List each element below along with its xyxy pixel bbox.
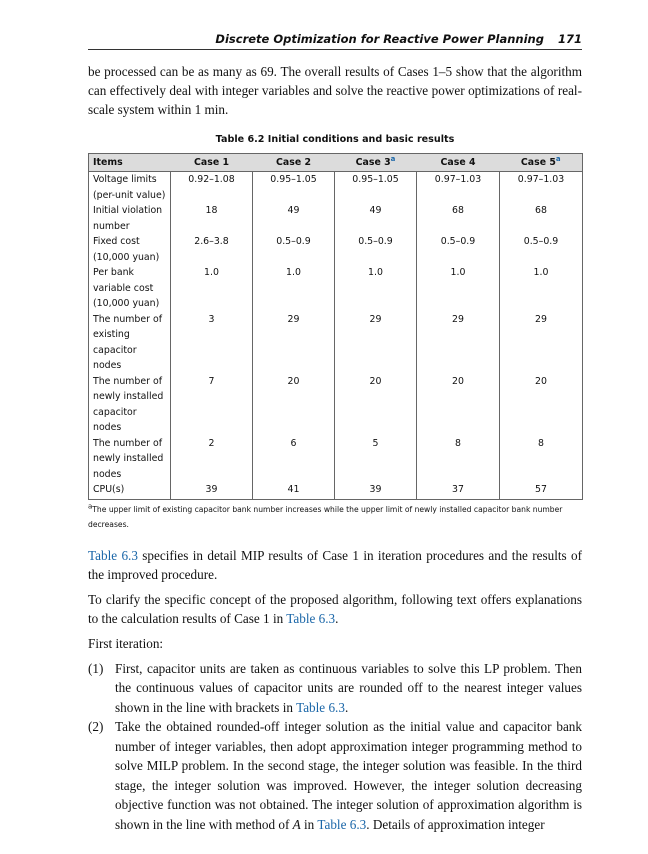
cell-case-4: 20 bbox=[417, 374, 500, 436]
cell-case-3: 20 bbox=[335, 374, 417, 436]
cell-case-2: 1.0 bbox=[253, 265, 335, 312]
col-case-2: Case 2 bbox=[253, 154, 335, 172]
cell-case-1: 3 bbox=[171, 312, 253, 374]
page-number: 171 bbox=[557, 32, 582, 46]
cell-case-1: 18 bbox=[171, 203, 253, 234]
cell-case-2: 20 bbox=[253, 374, 335, 436]
table-row bbox=[89, 312, 583, 374]
cell-case-1: 2 bbox=[171, 436, 253, 483]
row-label: Per bank variable cost (10,000 yuan) bbox=[93, 267, 160, 309]
table-header-row bbox=[89, 154, 583, 172]
cell-case-4: 1.0 bbox=[417, 265, 500, 312]
cell-case-2: 0.95–1.05 bbox=[253, 172, 335, 204]
table-row bbox=[89, 203, 583, 234]
row-label: The number of newly installed nodes bbox=[93, 437, 164, 480]
col-case-5: Case 5$^a$ bbox=[500, 154, 583, 172]
table-caption: Table 6.2 Initial conditions and basic results bbox=[215, 134, 455, 145]
cell-case-3: 0.95–1.05 bbox=[335, 172, 417, 204]
cell-case-4: 8 bbox=[417, 436, 500, 483]
cell-case-1: 0.92–1.08 bbox=[171, 172, 253, 204]
cell-case-5: 29 bbox=[500, 312, 583, 374]
cell-case-2: 49 bbox=[253, 203, 335, 234]
cell-case-3: 1.0 bbox=[335, 265, 417, 312]
col-case-4: Case 4 bbox=[417, 154, 500, 172]
running-header bbox=[88, 32, 582, 50]
cell-case-5: 0.5–0.9 bbox=[500, 234, 583, 265]
row-label: The number of newly installed capacitor nodes bbox=[93, 375, 164, 433]
list-item: (2) Take the obtained rounded-off integer solution as the initial value and capacitor bank number of integer variables, then adopt approximation integer programming method to solve MILP problem. In the second stage, the integer solution was feasible. In the third stage, the integer solution was improved. However, the integer solution decreasing objective function was not obtained. The integer solution of approximation algorithm is shown in the line with method of A in Table 6.3. Details of approximation integer bbox=[88, 719, 582, 832]
cell-case-2: 29 bbox=[253, 312, 335, 374]
cell-case-4: 37 bbox=[417, 482, 500, 499]
cell-case-1: 2.6–3.8 bbox=[171, 234, 253, 265]
cell-case-5: 20 bbox=[500, 374, 583, 436]
cell-case-4: 0.5–0.9 bbox=[417, 234, 500, 265]
table-6-3-link[interactable]: Table 6.3 bbox=[88, 547, 138, 563]
table-footnote: $^a$The upper limit of existing capacitor bank number increases while the upper limit of newly installed capacitor bank number decreases. bbox=[88, 501, 563, 529]
cell-case-5: 68 bbox=[500, 203, 583, 234]
cell-case-1: 1.0 bbox=[171, 265, 253, 312]
cell-case-5: 8 bbox=[500, 436, 583, 483]
cell-case-2: 6 bbox=[253, 436, 335, 483]
table-6-3-link[interactable]: Table 6.3 bbox=[317, 816, 367, 832]
row-label: CPU(s) bbox=[93, 484, 125, 495]
table-row bbox=[89, 234, 583, 265]
cell-case-4: 29 bbox=[417, 312, 500, 374]
iteration-list bbox=[88, 659, 582, 835]
cell-case-5: 0.97–1.03 bbox=[500, 172, 583, 204]
cell-case-3: 0.5–0.9 bbox=[335, 234, 417, 265]
cell-case-4: 0.97–1.03 bbox=[417, 172, 500, 204]
results-table bbox=[88, 153, 583, 500]
cell-case-5: 1.0 bbox=[500, 265, 583, 312]
table-6-3-link[interactable]: Table 6.3 bbox=[296, 699, 345, 715]
cell-case-5: 57 bbox=[500, 482, 583, 499]
footnote-marker[interactable]: a bbox=[555, 154, 561, 163]
row-label: Initial violation number bbox=[93, 205, 163, 232]
row-label: Voltage limits (per-unit value) bbox=[93, 174, 166, 201]
list-item: (1) First, capacitor units are taken as continuous variables to solve this LP problem. Then the continuous values of capacitor units are rounded off to the nearest integer values shown in the line with brackets in Table 6.3. bbox=[88, 660, 582, 715]
running-title: Discrete Optimization for Reactive Power Planning bbox=[215, 32, 544, 46]
cell-case-3: 29 bbox=[335, 312, 417, 374]
cell-case-3: 5 bbox=[335, 436, 417, 483]
cell-case-1: 7 bbox=[171, 374, 253, 436]
table-row bbox=[89, 374, 583, 436]
table-row bbox=[89, 265, 583, 312]
col-case-3: Case 3$^a$ bbox=[335, 154, 417, 172]
col-case-1: Case 1 bbox=[171, 154, 253, 172]
row-label: Fixed cost (10,000 yuan) bbox=[93, 236, 160, 263]
table-row bbox=[89, 172, 583, 204]
first-iteration-heading: First iteration: bbox=[88, 635, 164, 651]
table-6-3-link[interactable]: Table 6.3 bbox=[286, 610, 336, 626]
intro-paragraph: be processed can be as many as 69. The overall results of Cases 1–5 show that the algorithm can effectively deal with integer variables and solve the reactive power optimizations of real-scale system within 1 min. bbox=[88, 64, 582, 117]
table-row bbox=[89, 436, 583, 483]
footnote-marker[interactable]: a bbox=[390, 154, 396, 163]
col-items: Items bbox=[89, 154, 171, 172]
cell-case-3: 39 bbox=[335, 482, 417, 499]
cell-case-3: 49 bbox=[335, 203, 417, 234]
cell-case-4: 68 bbox=[417, 203, 500, 234]
paragraph-table-6-3: Table 6.3 specifies in detail MIP results of Case 1 in iteration procedures and the results of the improved procedure. bbox=[88, 547, 582, 582]
cell-case-1: 39 bbox=[171, 482, 253, 499]
row-label: The number of existing capacitor nodes bbox=[93, 313, 163, 371]
table-row bbox=[89, 482, 583, 499]
paragraph-clarify: To clarify the specific concept of the proposed algorithm, following text offers explanations to the calculation results of Case 1 in Table 6.3. bbox=[88, 591, 582, 626]
cell-case-2: 41 bbox=[253, 482, 335, 499]
cell-case-2: 0.5–0.9 bbox=[253, 234, 335, 265]
